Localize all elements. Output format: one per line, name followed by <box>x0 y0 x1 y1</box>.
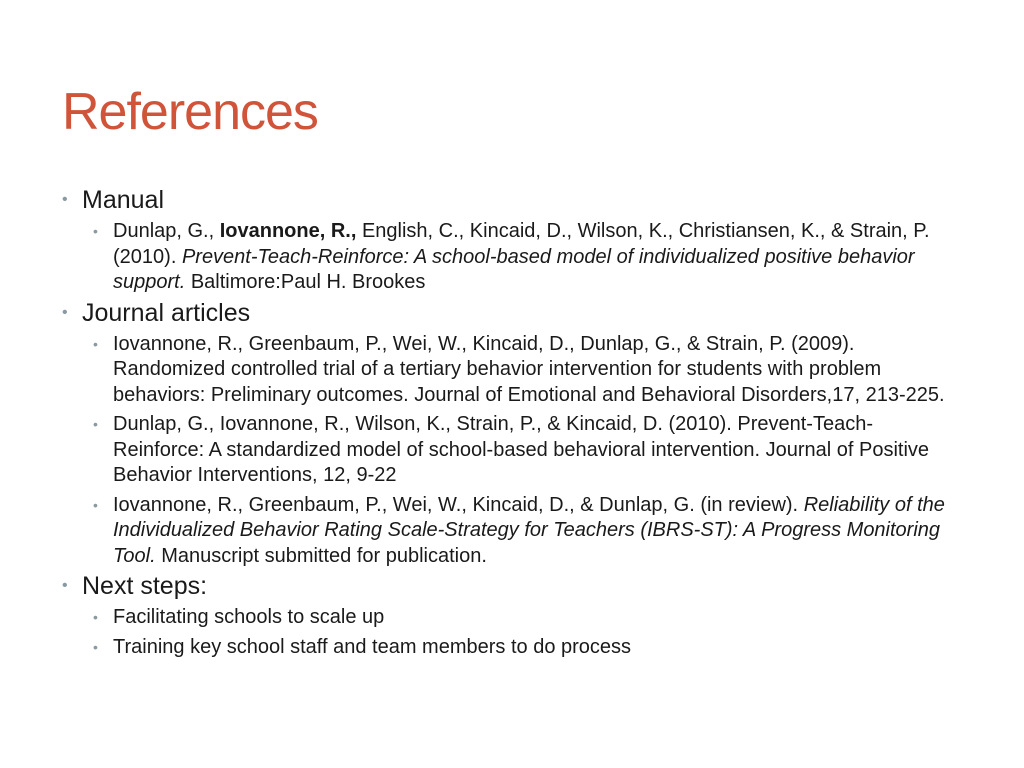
reference-text: Iovannone, R., Greenbaum, P., Wei, W., Kincaid, D., Dunlap, G., & Strain, P. (2009). Randomized controlled trial of a tertiary behavior intervention for students with problem behaviors: Preliminary outcomes. Journal of Emotional and Behavioral Disorders,17, 213-225. <box>113 332 945 406</box>
reference-publisher: Baltimore:Paul H. Brookes <box>185 271 426 293</box>
reference-title: Prevent-Teach-Reinforce: A school-based model of individualized positive behavior support. <box>113 245 915 293</box>
bullet-icon: • <box>62 303 68 321</box>
reference-item <box>62 493 962 570</box>
next-step-text: Training key school staff and team members to do process <box>113 635 632 658</box>
section-heading-label: Manual <box>82 186 164 214</box>
bullet-icon: • <box>93 223 98 239</box>
reference-status: Manuscript submitted for publication. <box>155 544 487 567</box>
reference-highlighted-author: Iovannone, R., <box>219 220 357 242</box>
bullet-icon: • <box>93 416 98 432</box>
section-heading-journal-articles <box>62 298 962 328</box>
section-heading-next-steps <box>62 571 962 601</box>
section-heading-label: Next steps: <box>82 572 208 600</box>
bullet-icon: • <box>93 609 98 625</box>
reference-authors: Dunlap, G., <box>113 220 220 242</box>
section-heading-manual <box>62 185 962 215</box>
next-step-text: Facilitating schools to scale up <box>113 606 385 628</box>
reference-authors-rest: English, C., Kincaid, D., Wilson, K., Christiansen, K., & Strain, P. (2010). <box>113 220 930 268</box>
reference-authors: Iovannone, R., Greenbaum, P., Wei, W., Kincaid, D., & Dunlap, G. (in review). <box>113 493 804 516</box>
slide-content <box>62 183 962 660</box>
reference-item <box>62 219 962 296</box>
reference-item <box>62 332 962 409</box>
slide-title: References <box>62 83 318 141</box>
next-step-item <box>62 605 962 631</box>
reference-item <box>62 412 962 489</box>
bullet-icon: • <box>93 335 98 352</box>
bullet-icon: • <box>62 191 68 208</box>
next-step-item <box>62 635 962 661</box>
bullet-icon: • <box>93 638 98 655</box>
bullet-icon: • <box>93 496 98 513</box>
bullet-icon: • <box>62 577 68 594</box>
reference-text: Dunlap, G., Iovannone, R., Wilson, K., Strain, P., & Kincaid, D. (2010). Prevent-Teach-Reinforce: A standardized model of school-based behavioral intervention. Journal of Positive Behavior Interventions, 12, 9-22 <box>113 413 930 486</box>
reference-title: Reliability of the Individualized Behavior Rating Scale-Strategy for Teachers (IBRS-ST): A Progress Monitoring Tool. <box>113 493 945 567</box>
section-heading-label: Journal articles <box>82 298 251 327</box>
